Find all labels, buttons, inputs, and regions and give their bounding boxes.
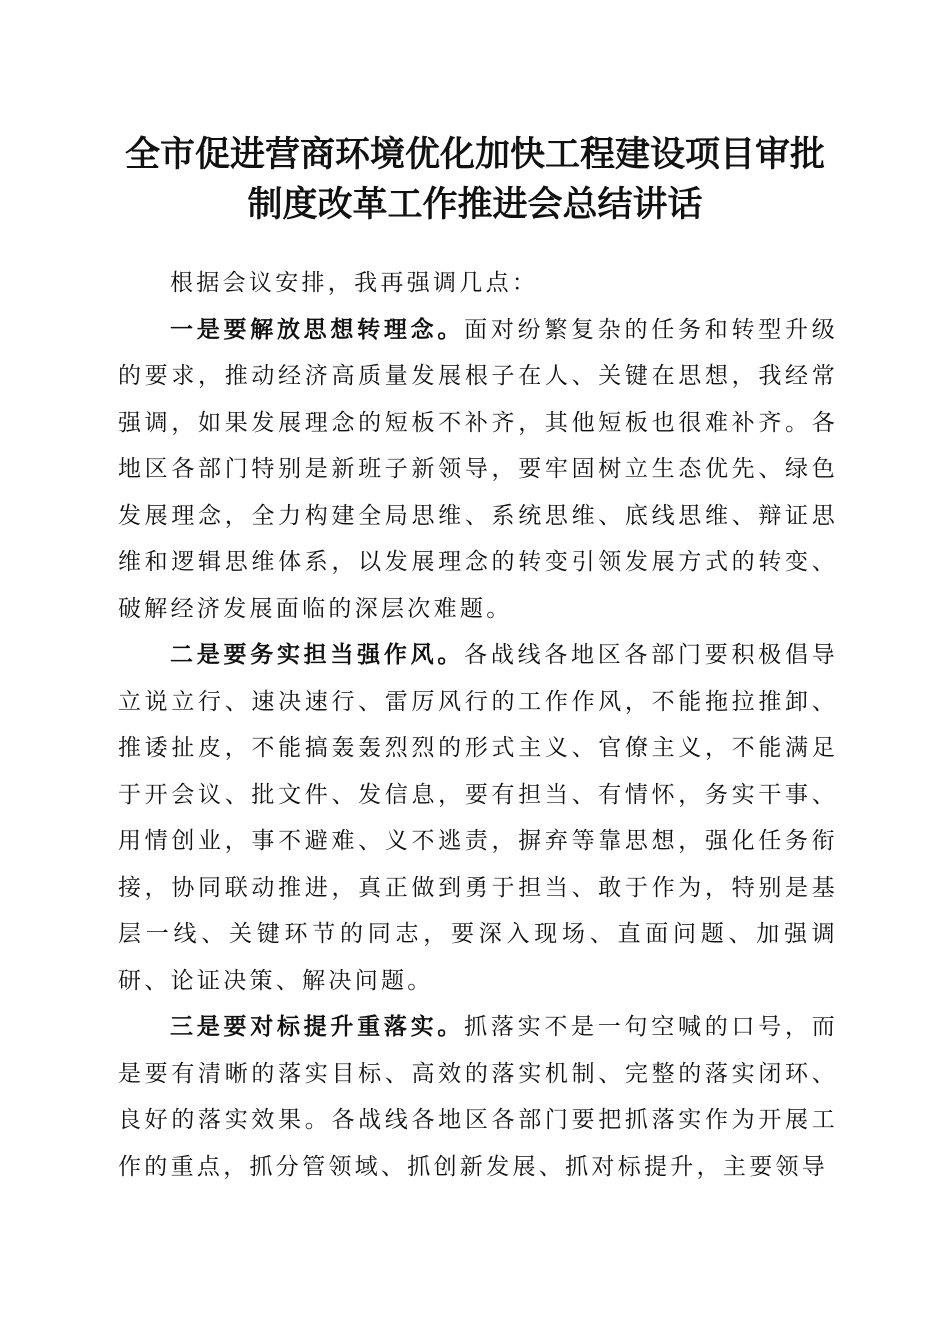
paragraph-point-2 <box>118 632 838 1004</box>
point-2-lead: 二是要务实担当强作风。 <box>170 641 465 668</box>
point-3-lead: 三是要对标提升重落实。 <box>170 1013 465 1040</box>
title-line-2: 制度改革工作推进会总结讲话 <box>247 184 703 225</box>
point-1-text: 面对纷繁复杂的任务和转型升级的要求，推动经济高质量发展根子在人、关键在思想，我经常强调，如果发展理念的短板不补齐，其他短板也很难补齐。各地区各部门特别是新班子新领导，要牢固树立生态优先、绿色发展理念，全力构建全局思维、系统思维、底线思维、辩证思维和逻辑思维体系，以发展理念的转变引领发展方式的转变、破解经济发展面临的深层次难题。 <box>118 316 838 622</box>
title-line-1: 全市促进营商环境优化加快工程建设项目审批 <box>124 134 825 175</box>
document-body <box>118 260 838 1190</box>
point-3-text: 抓落实不是一句空喊的口号，而是要有清晰的落实目标、高效的落实机制、完整的落实闭环、良好的落实效果。各战线各地区各部门要把抓落实作为开展工作的重点，抓分管领域、抓创新发展、抓对标提升，主要领导 <box>118 1014 838 1180</box>
intro-paragraph: 根据会议安排，我再强调几点： <box>170 270 539 296</box>
page-title <box>110 130 840 230</box>
point-2-text: 各战线各地区各部门要积极倡导立说立行、速决速行、雷厉风行的工作作风，不能拖拉推卸、推诿扯皮，不能搞轰轰烈烈的形式主义、官僚主义，不能满足于开会议、批文件、发信息，要有担当、有情怀，务实干事、用情创业，事不避难、义不逃责，摒弃等靠思想，强化任务衔接，协同联动推进，真正做到勇于担当、敢于作为，特别是基层一线、关键环节的同志，要深入现场、直面问题、加强调研、论证决策、解决问题。 <box>118 642 838 994</box>
paragraph-point-3 <box>118 1004 838 1190</box>
point-1-lead: 一是要解放思想转理念。 <box>170 315 465 343</box>
paragraph-point-1 <box>118 307 838 633</box>
